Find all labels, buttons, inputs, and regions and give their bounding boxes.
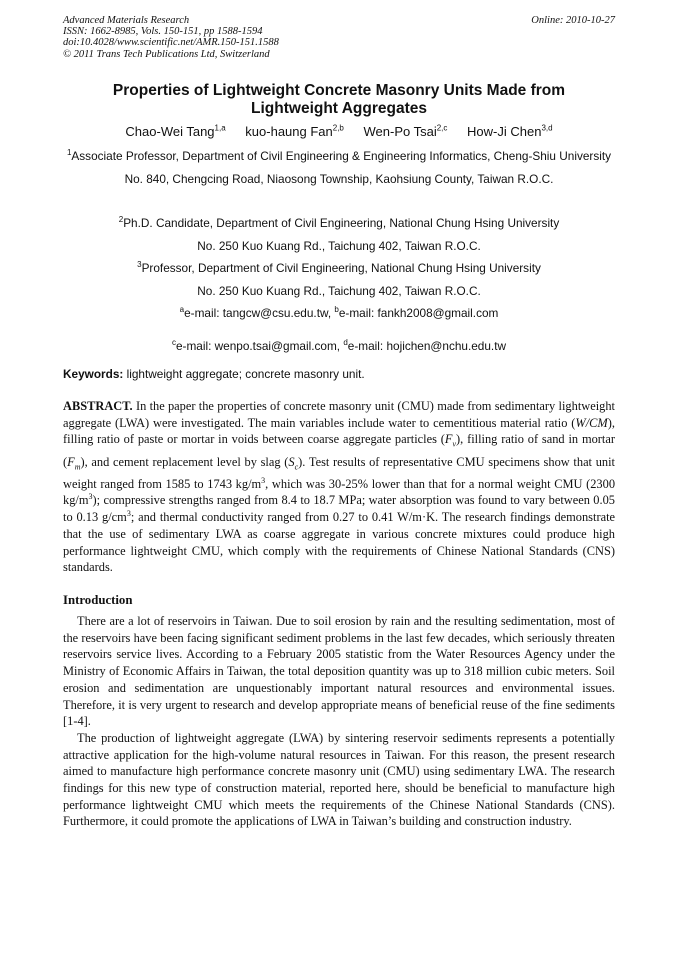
superscript: 3 (88, 492, 93, 502)
affiliation-address: No. 250 Kuo Kuang Rd., Taichung 402, Taiwan R.O.C. (197, 238, 481, 253)
affiliation-1 (63, 145, 615, 190)
author (467, 124, 553, 139)
email-b: e-mail: fankh2008@gmail.com (338, 306, 499, 320)
paragraph: There are a lot of reservoirs in Taiwan. Due to soil erosion by rain and the resulting sedimentation, most of the reservoirs have been facing significant sediment problems in the last few decades, which seriously threaten reservoirs service lives. According to a February 2005 statistic from the Water Resources Agency under the Ministry of Economic Affairs in Taiwan, the total deposition quantity was up to 318 million cubic meters. Soil erosion and sedimentation are unquestionably important natural resources and environmental issues. Therefore, it is very urgent to research and develop appropriate means of beneficial reuse of the fine sediments [1-4]. (63, 614, 615, 729)
wcm-symbol: W/CM (575, 415, 608, 430)
email-line-1 (63, 302, 615, 325)
sc-subscript: c (294, 462, 299, 472)
author-affiliation-mark: 3,d (541, 123, 553, 133)
abstract-text: ; and thermal conductivity ranged from 0.27 to 0.41 W/m·K. The research findings demonstrate that the use of sedimentary LWA as coarse aggregate in various concrete mixtures could produce high performance lightweight CMU, which comply with the requirements of Chinese National Standards (CNS) standards. (63, 510, 616, 575)
section-heading-introduction: Introduction (63, 593, 133, 607)
abstract-text: ). Test results of representative CMU specimens show that unit weight ranged from 1585 to 1743 kg/m (63, 454, 615, 491)
author-name: Wen-Po Tsai (363, 124, 437, 139)
abstract-text: ), filling ratio of sand in mortar ( (63, 432, 615, 469)
abstract-text: ); compressive strengths ranged from 8.4 to 18.7 MPa; water absorption was found to vary between 0.05 to 0.13 g/cm (63, 493, 615, 525)
issn-line: ISSN: 1662-8985, Vols. 150-151, pp 1588-1594 (63, 26, 263, 38)
email-mark: c (171, 338, 176, 348)
email-c: e-mail: wenpo.tsai@gmail.com, (175, 339, 341, 353)
sc-symbol: S (288, 454, 295, 469)
copyright-line: © 2011 Trans Tech Publications Ltd, Switzerland (63, 48, 270, 60)
email-mark: d (343, 338, 348, 348)
affiliation-text: Professor, Department of Civil Engineering, National Chung Hsing University (141, 261, 541, 275)
journal-info (63, 15, 353, 60)
abstract-text: In the paper the properties of concrete masonry unit (CMU) made from sedimentary lightweight aggregate (LWA) were investigated. The main variables include water to cementitious material ratio ( (63, 399, 615, 430)
abstract-text: ), filling ratio of paste or mortar in voids between coarse aggregate particles ( (63, 415, 615, 447)
author-name: How-Ji Chen (467, 124, 542, 139)
affiliation-2-line-1 (63, 212, 615, 235)
author-affiliation-mark: 2,b (332, 123, 344, 133)
affiliation-text: Associate Professor, Department of Civil Engineering & Engineering Informatics, Cheng-Shiu University (71, 149, 612, 163)
affiliation-2 (63, 212, 615, 257)
affiliation-3-line-1 (63, 257, 615, 280)
affiliation-text: Ph.D. Candidate, Department of Civil Engineering, National Chung Hsing University (123, 216, 560, 230)
author (364, 124, 448, 139)
affiliation-address: No. 840, Chengcing Road, Niaosong Township, Kaohsiung County, Taiwan R.O.C. (124, 171, 554, 186)
superscript: 3 (261, 475, 266, 485)
affiliation-3 (63, 257, 615, 302)
paragraph: The production of lightweight aggregate (LWA) by sintering reservoir sediments represents a potentially attractive application for the high-volume natural resources in Taiwan. For this reason, the present research aimed to manufacture high performance concrete masonry unit (CMU) using sedimentary LWA. The research findings for this new type of construction material, reported here, should be beneficial to manufacture high performance lightweight CMU which meets the requirements of the Chinese National Standards (CNS). Furthermore, it could promote the applications of LWA in Taiwan’s building and construction industry. (63, 730, 615, 829)
author-name: kuo-haung Fan (245, 124, 333, 139)
journal-name: Advanced Materials Research (63, 15, 190, 26)
author-name: Chao-Wei Tang (125, 124, 215, 139)
keywords (63, 366, 615, 382)
author (125, 124, 225, 139)
superscript: 3 (126, 509, 131, 519)
email-mark: b (334, 305, 339, 315)
affiliation-mark: 2 (118, 215, 124, 225)
affiliation-mark: 3 (137, 260, 142, 270)
fv-subscript: v (452, 439, 457, 449)
fv-symbol: F (444, 432, 453, 447)
email-d: e-mail: hojichen@nchu.edu.tw (347, 339, 507, 353)
abstract-label: ABSTRACT. (63, 399, 133, 413)
email-line-2 (63, 335, 615, 358)
author-list (0, 124, 678, 140)
author-affiliation-mark: 1,a (214, 123, 226, 133)
email-mark: a (179, 305, 185, 315)
affiliation-mark: 1 (66, 148, 72, 158)
author (245, 124, 344, 139)
doi-line: doi:10.4028/www.scientific.net/AMR.150-151.1588 (63, 37, 279, 49)
keywords-text: lightweight aggregate; concrete masonry unit. (126, 367, 365, 381)
affiliation-1-line-1 (63, 145, 615, 168)
introduction-body (63, 613, 615, 830)
author-affiliation-mark: 2,c (436, 123, 448, 133)
online-date: Online: 2010-10-27 (531, 15, 615, 26)
keywords-label: Keywords: (63, 367, 124, 381)
fm-symbol: F (67, 454, 75, 469)
paper-title: Properties of Lightweight Concrete Masonry Units Made from Lightweight Aggregates (112, 82, 566, 117)
abstract (63, 398, 615, 576)
fm-subscript: m (74, 462, 81, 472)
affiliation-address: No. 250 Kuo Kuang Rd., Taichung 402, Taiwan R.O.C. (197, 283, 481, 298)
abstract-text: ), and cement replacement level by slag ( (80, 454, 289, 469)
abstract-text: , which was 30-25% lower than that for a normal weight CMU (2300 kg/m (63, 476, 616, 508)
email-a: e-mail: tangcw@csu.edu.tw, (184, 306, 332, 320)
